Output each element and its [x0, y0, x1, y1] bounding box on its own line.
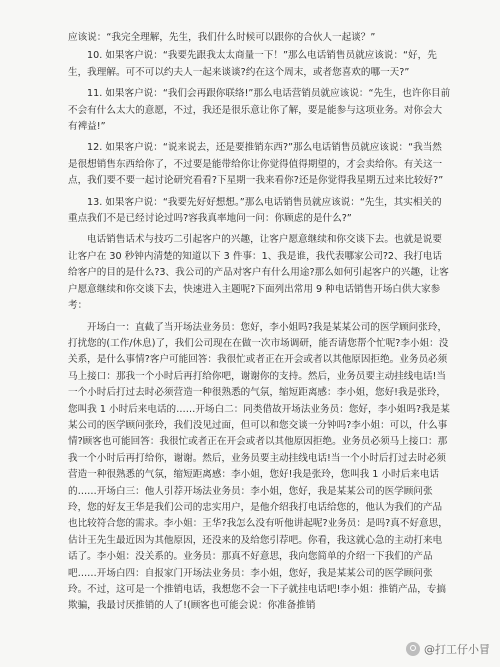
paragraph-item-11: 11. 如果客户说：“我们会再跟你联络!”那么电话营销员就应该说：“先生，也许你目前不会有什么太大的意愿，不过，我还是很乐意让你了解，要是能参与这项业务。对你会大有裨益!” [68, 88, 451, 133]
paragraph-item-13: 13. 如果客户说：“我要先好好想想。”那么电话销售员就应该说：“先生，其实相关的重点我们不是已经讨论过吗?容我真率地问一问：你顾虑的是什么?” [68, 196, 442, 225]
paragraph-item-10: 10. 如果客户说：“我要先跟我太太商量一下！”那么电话销售员就应该说：“好，先生，我理解。可不可以约夫人一起来谈谈?约在这个周末，或者您喜欢的哪一天?” [68, 50, 437, 78]
paragraph-intro: 应该说：“我完全理解，先生，我们什么时候可以跟你的合伙人一起谈？” [68, 32, 376, 43]
document-body [68, 30, 451, 620]
paragraph-item-12: 12. 如果客户说：“说来说去，还是要推销东西?”那么电话销售员就应该说：“我当然是很想销售东西给你了，不过要是能带给你让你觉得值得期望的，才会卖给你。有关这一点，我们要不要一起讨论研究看看?下星期一我来看你?还是你觉得我星期五过来比较好?” [68, 142, 444, 187]
paragraph-openings: 开场白一：直截了当开场法业务员：您好，李小姐吗?我是某某公司的医学顾问张玲，打扰您的(工作/休息)了，我们公司现在在做一次市场调研，能否请您帮个忙呢?李小姐：没关系，是什么事情?客户可能回答：我很忙或者正在开会或者以其他原因拒绝。业务员必须马上接口：那我一个小时后再打给你吧，谢谢你的支持。然后，业务员要主动挂线电话!当一个小时后打过去时必须营造一种很熟悉的气氛，缩短距离感：李小姐，您好!我是张玲，您叫我 1 小时后来电话的……开场白二：同类借故开场法业务员：您好，李小姐吗?我是某某公司的医学顾问张玲，我们没见过面，但可以和您交谈一分钟吗?李小姐：可以，什么事情?顾客也可能回答：我很忙或者正在开会或者以其他原因拒绝。业务员必须马上接口：那我一个小时后再打给你，谢谢。然后，业务员要主动挂线电话!当一个小时后打过去时必须营造一种很熟悉的气氛，缩短距离感：李小姐，您好!我是张玲，您叫我 1 小时后来电话的……开场白三：他人引荐开场法业务员：李小姐，您好，我是某某公司的医学顾问张玲，您的好友王华是我们公司的忠实用户，是他介绍我打电话给您的，他认为我们的产品也比较符合您的需求。李小姐：王华?我怎么没有听他讲起呢?业务员：是吗?真不好意思，估计王先生最近因为其他原因，还没来的及给您引荐吧。你看，我这就心急的主动打来电话了。李小姐：没关系的。业务员：那真不好意思，我向您简单的介绍一下我们的产品吧……开场白四：自报家门开场法业务员：李小姐，您好，我是某某公司的医学顾问张玲。不过，这可是一个推销电话，我想您不会一下子就挂电话吧!李小姐：推销产品，专搞欺骗，我最讨厌推销的人了!(顾客也可能会说：你准备推销 [68, 321, 450, 612]
watermark-text: @打工仔小冒 [424, 643, 490, 656]
watermark [406, 641, 490, 657]
paragraph-technique-two: 电话销售话术与技巧二引起客户的兴趣，让客户愿意继续和你交谈下去。也就是说要让客户在 30 秒钟内清楚的知道以下 3 件事：1、我是谁，我代表哪家公司?2、我打电话给客户的目的是什么?3、我公司的产品对客户有什么用途?那么如何引起客户的兴趣，让客户愿意继续和你交谈下去，快速进入主题呢?下面列出常用 9 种电话销售开场白供大家参考： [68, 234, 449, 312]
author-avatar-icon [406, 642, 420, 656]
